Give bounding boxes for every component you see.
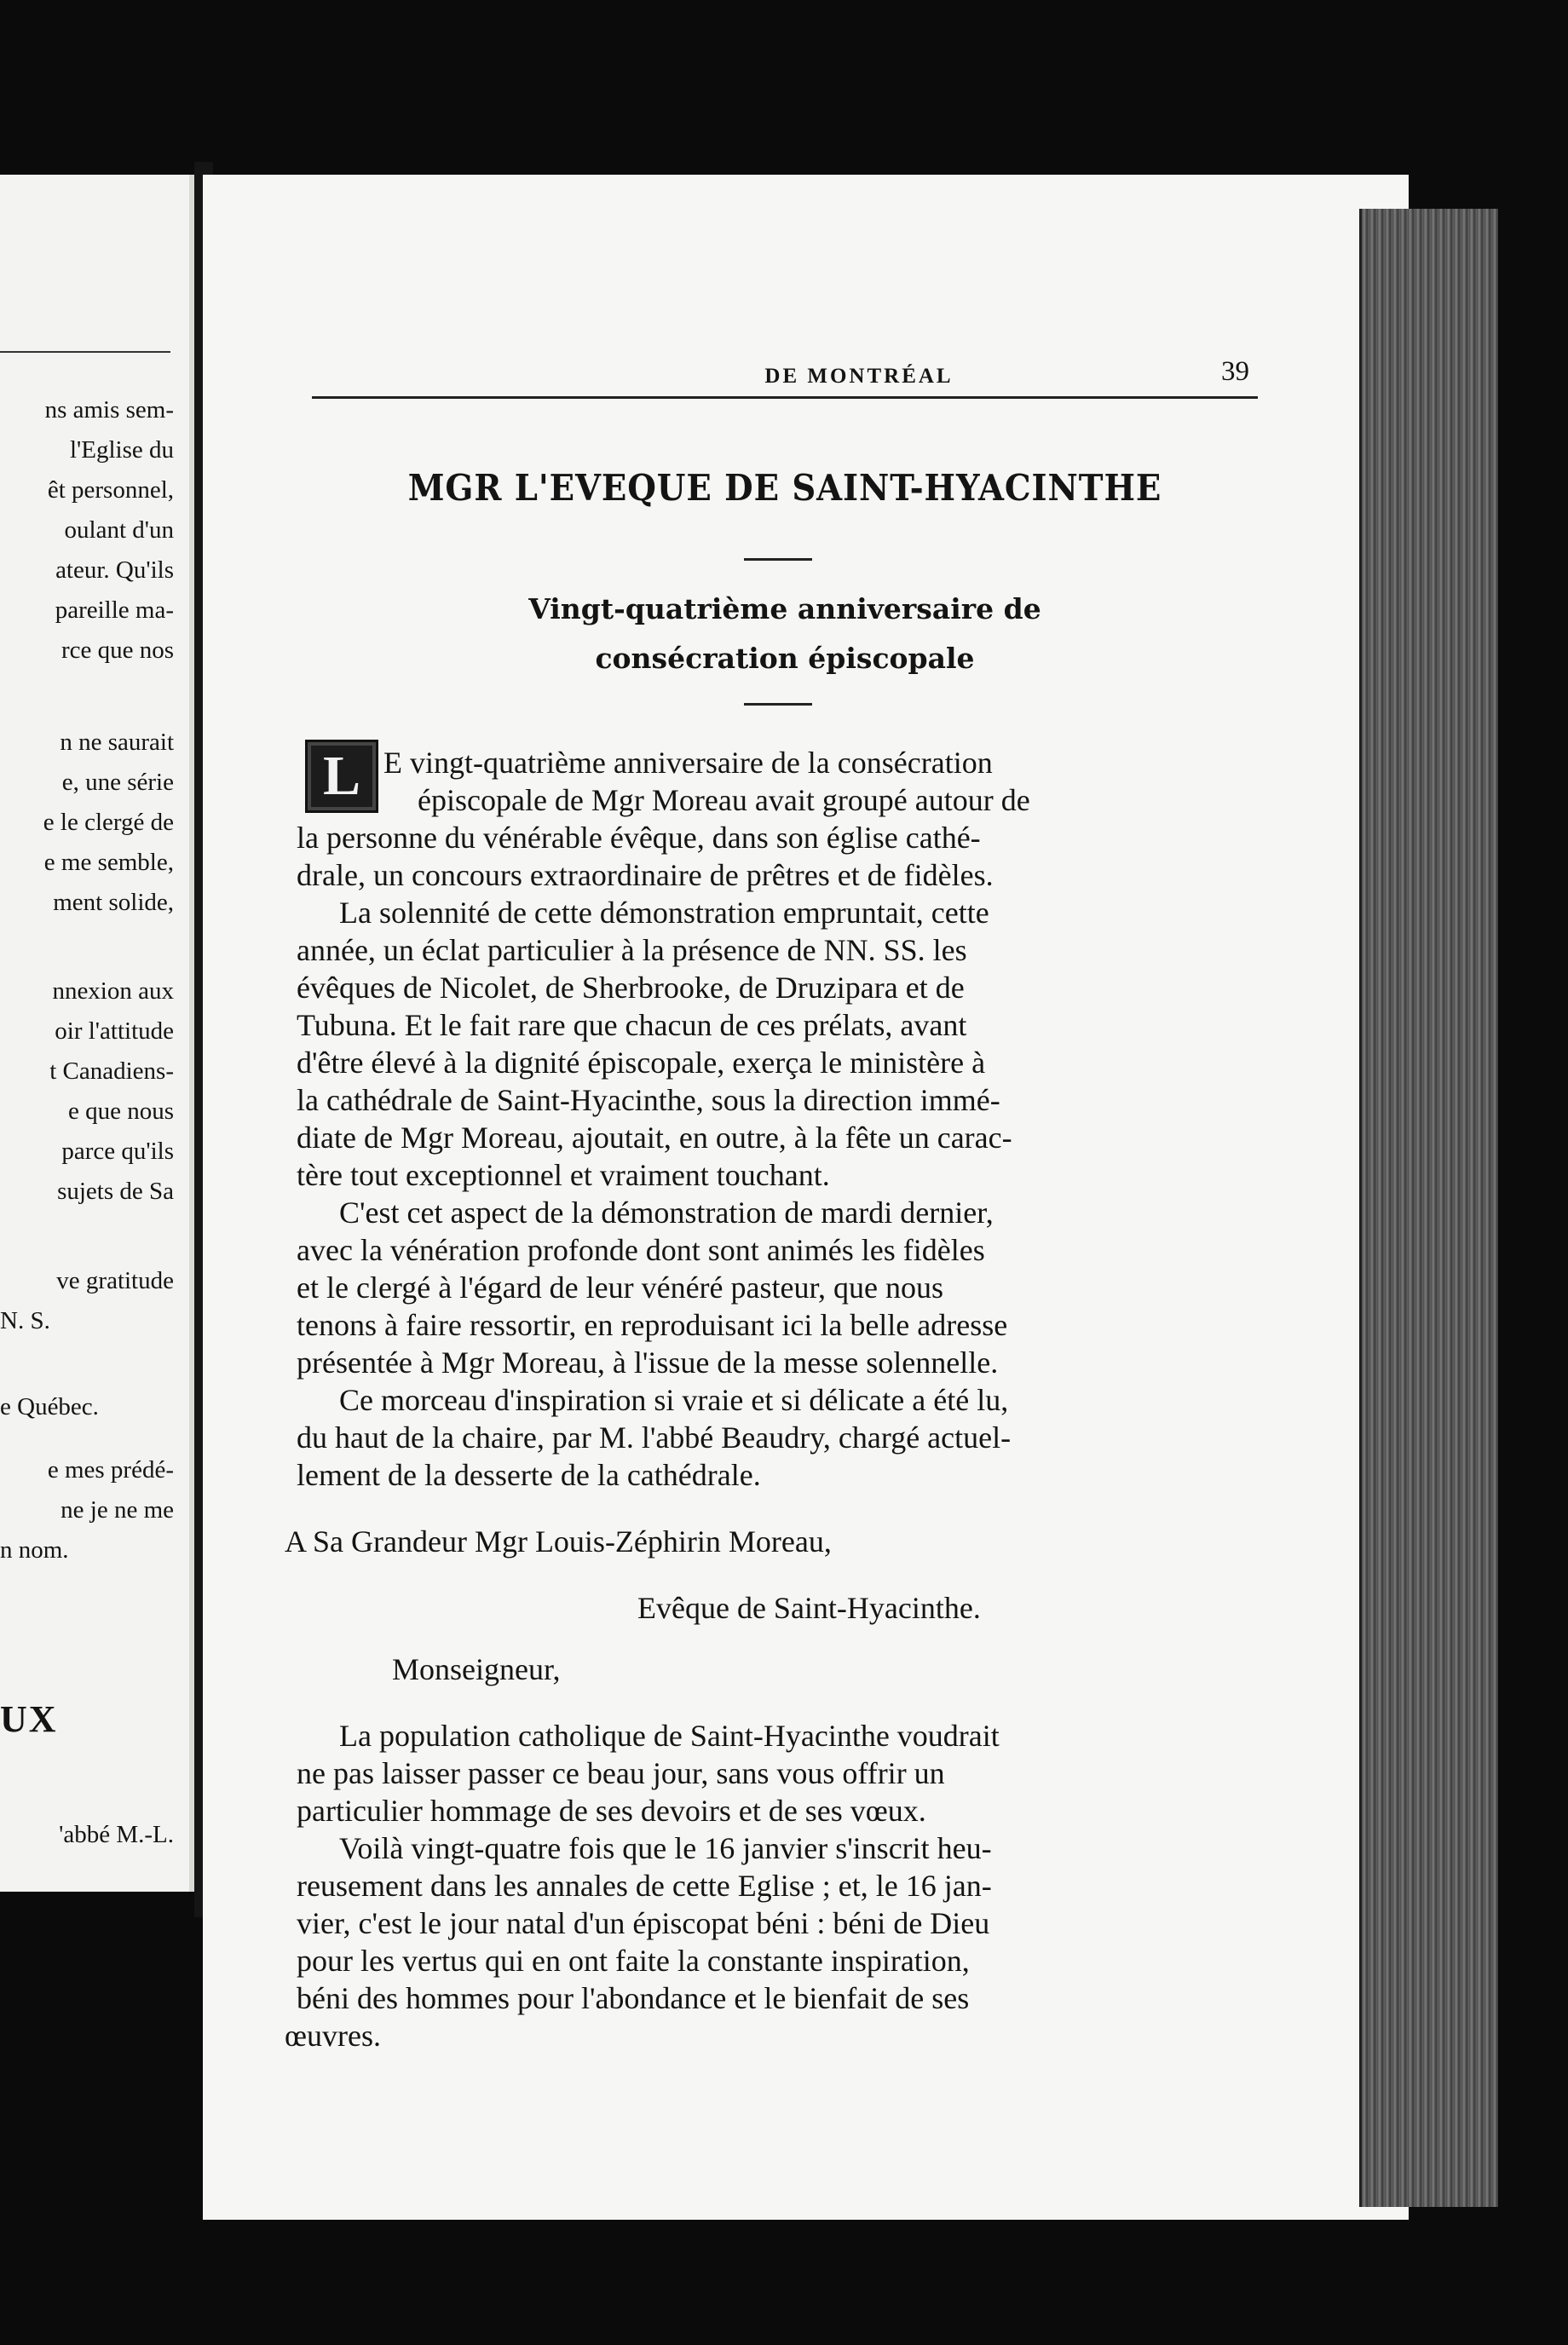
left-line: e Québec.: [0, 1393, 99, 1420]
body-line: présentée à Mgr Moreau, à l'issue de la messe solennelle.: [297, 1345, 999, 1380]
article-title: MGR L'EVEQUE DE SAINT-HYACINTHE: [407, 467, 1162, 509]
body-line: avec la vénération profonde dont sont animés les fidèles: [297, 1233, 985, 1267]
left-line: e, une série: [61, 769, 174, 796]
left-line: ne je ne me: [61, 1496, 174, 1524]
body-line: tère tout exceptionnel et vraiment touchant.: [297, 1158, 830, 1192]
body-line: béni des hommes pour l'abondance et le bienfait de ses: [297, 1981, 970, 2015]
address-salutation: A Sa Grandeur Mgr Louis-Zéphirin Moreau,: [285, 1524, 832, 1559]
body-line: œuvres.: [285, 2019, 381, 2053]
header-rule: [312, 396, 1258, 399]
body-line: C'est cet aspect de la démonstration de mardi dernier,: [339, 1196, 994, 1230]
left-line: ve gratitude: [56, 1267, 174, 1294]
left-line: pareille ma-: [55, 596, 174, 624]
left-line: êt personnel,: [47, 476, 174, 504]
address-title: Evêque de Saint-Hyacinthe.: [637, 1591, 981, 1625]
left-line: e mes prédé-: [47, 1456, 174, 1484]
left-heading: UX: [0, 1698, 58, 1740]
body-line: du haut de la chaire, par M. l'abbé Beaudry, chargé actuel-: [297, 1420, 1012, 1455]
body-line: tenons à faire ressortir, en reproduisant ici la belle adresse: [297, 1308, 1008, 1342]
left-line: ateur. Qu'ils: [55, 556, 174, 584]
left-line: rce que nos: [61, 637, 174, 664]
body-line: diate de Mgr Moreau, ajoutait, en outre, à la fête un carac-: [297, 1121, 1012, 1155]
left-line: sujets de Sa: [57, 1178, 174, 1205]
left-line: e me semble,: [43, 849, 174, 876]
left-line: nnexion aux: [52, 977, 174, 1005]
body-line: évêques de Nicolet, de Sherbrooke, de Druzipara et de: [297, 971, 965, 1005]
left-line: parce qu'ils: [61, 1138, 174, 1165]
left-line: e que nous: [67, 1098, 174, 1125]
left-line: oir l'attitude: [55, 1017, 174, 1045]
left-header-rule: [0, 351, 170, 353]
running-head: DE MONTRÉAL: [764, 365, 954, 388]
left-line: ment solide,: [53, 889, 174, 916]
body-line: la personne du vénérable évêque, dans son église cathé-: [297, 821, 981, 855]
left-line: ns amis sem-: [44, 396, 174, 423]
body-line: E vingt-quatrième anniversaire de la consécration: [383, 746, 993, 780]
body-line: lement de la desserte de la cathédrale.: [297, 1458, 761, 1492]
body-line: épiscopale de Mgr Moreau avait groupé autour de: [418, 783, 1030, 817]
greeting: Monseigneur,: [392, 1652, 561, 1686]
body-line: d'être élevé à la dignité épiscopale, exerça le ministère à: [297, 1046, 986, 1080]
article-subtitle-line-2: consécration épiscopale: [595, 642, 975, 675]
body-line: Voilà vingt-quatre fois que le 16 janvier s'inscrit heu-: [339, 1831, 992, 1865]
body-line: La population catholique de Saint-Hyacinthe voudrait: [339, 1719, 1000, 1753]
left-line: t Canadiens-: [49, 1057, 174, 1085]
body-line: La solennité de cette démonstration empruntait, cette: [339, 896, 989, 930]
left-line: l'Eglise du: [69, 436, 174, 464]
left-footer-line: 'abbé M.-L.: [59, 1821, 174, 1848]
left-line: e le clergé de: [43, 809, 174, 836]
page-content: [203, 175, 1409, 2220]
title-rule: [744, 558, 812, 561]
body-line: vier, c'est le jour natal d'un épiscopat béni : béni de Dieu: [297, 1906, 990, 1940]
body-line: et le clergé à l'égard de leur vénéré pasteur, que nous: [297, 1270, 944, 1305]
drop-cap: L: [305, 740, 378, 813]
body-line: drale, un concours extraordinaire de prêtres et de fidèles.: [297, 858, 994, 892]
page-number: 39: [1221, 356, 1249, 387]
left-page-fragment: [0, 175, 194, 1892]
body-line: reusement dans les annales de cette Eglise ; et, le 16 jan-: [297, 1869, 992, 1903]
subtitle-rule: [744, 703, 812, 706]
left-line: oulant d'un: [64, 516, 174, 544]
body-line: particulier hommage de ses devoirs et de ses vœux.: [297, 1794, 926, 1828]
body-line: Ce morceau d'inspiration si vraie et si délicate a été lu,: [339, 1383, 1009, 1417]
left-line: N. S.: [0, 1307, 50, 1334]
body-line: année, un éclat particulier à la présence de NN. SS. les: [297, 933, 967, 967]
body-line: Tubuna. Et le fait rare que chacun de ces prélats, avant: [297, 1008, 967, 1042]
body-line: ne pas laisser passer ce beau jour, sans vous offrir un: [297, 1756, 945, 1790]
body-line: pour les vertus qui en ont faite la constante inspiration,: [297, 1944, 970, 1978]
left-line: n nom.: [0, 1536, 69, 1564]
left-line: n ne saurait: [60, 729, 174, 756]
article-subtitle-line-1: Vingt-quatrième anniversaire de: [528, 592, 1041, 625]
book-page: [203, 175, 1409, 2220]
page-edges: [1359, 209, 1498, 2207]
body-line: la cathédrale de Saint-Hyacinthe, sous la direction immé-: [297, 1083, 1000, 1117]
